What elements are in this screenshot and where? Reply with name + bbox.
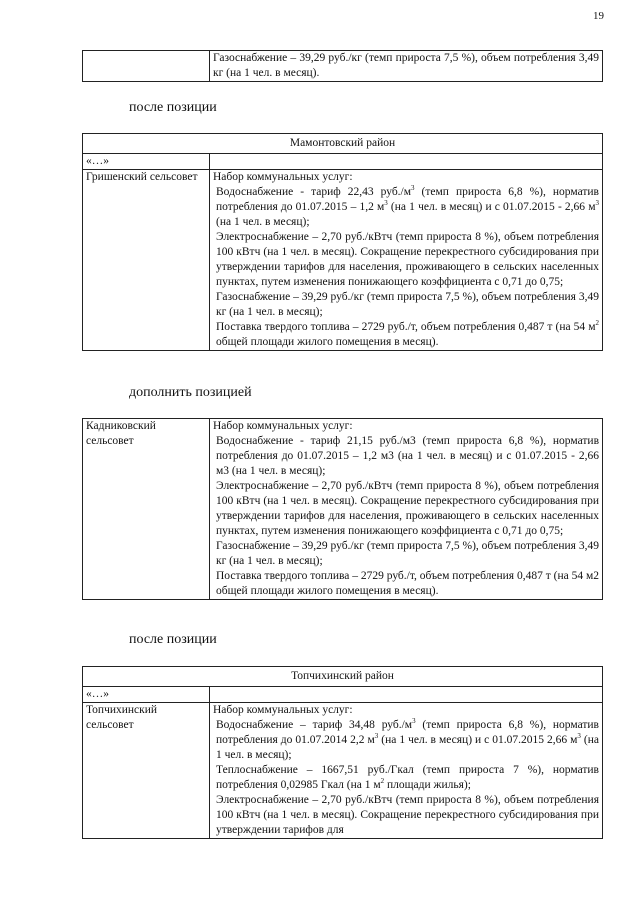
empty-cell <box>210 687 603 703</box>
gas-supply-text: Газоснабжение – 39,29 руб./кг (темп прироста 7,5 %), объем потребления 3,49 кг (на 1 чел. в месяц); <box>216 291 599 318</box>
services-intro: Набор коммунальных услуг: <box>213 704 353 716</box>
services-cell <box>210 703 603 839</box>
heat-supply-text: Теплоснабжение – 1667,51 руб./Гкал (темп прироста 7 %), норматив потребления 0,02985 Гкал (на 1 $м^2$ площади жилья); <box>216 764 599 791</box>
topchikhinsky-table <box>82 666 603 839</box>
region-title: Топчихинский район <box>83 667 603 687</box>
water-supply-text: Водоснабжение – тариф 34,48 $руб./м^3$ (темп прироста 6,8 %), норматив потребления до 01.07.2014 2,2 $м^3$ (на 1 чел. в месяц) и с 01.07.2015 2,66 $м^3$ (на 1 чел. в месяц); <box>216 717 599 761</box>
services-cell <box>210 170 603 351</box>
settlement-name: Кадниковский сельсовет <box>83 419 210 600</box>
mamontovsky-table <box>82 133 603 351</box>
settlement-name: Гришенский сельсовет <box>83 170 210 351</box>
services-intro: Набор коммунальных услуг: <box>213 420 353 432</box>
power-supply-text: Электроснабжение – 2,70 руб./кВтч (темп прироста 8 %), объем потребления 100 кВтч (на 1 чел. в месяц). Сокращение перекрестного субсидирования при утверждении тарифов для населения, проживающего в сельских населенных пунктах, путем изменения понижающего коэффициента с 0,71 до 0,75; <box>216 480 599 537</box>
services-cell <box>210 419 603 600</box>
ellipsis-cell: «…» <box>83 687 210 703</box>
section-heading-3: после позиции <box>129 632 217 647</box>
power-supply-text: Электроснабжение – 2,70 руб./кВтч (темп прироста 8 %), объем потребления 100 кВтч (на 1 чел. в месяц). Сокращение перекрестного субсидирования при утверждении тарифов для населения, проживающего в сельских населенных пунктах, путем изменения понижающего коэффициента с 0,71 до 0,75; <box>216 231 599 288</box>
settlement-name: Топчихинский сельсовет <box>83 703 210 839</box>
region-title: Мамонтовский район <box>83 134 603 154</box>
ellipsis-cell: «…» <box>83 154 210 170</box>
water-supply-text: Водоснабжение - тариф 21,15 руб./м3 (темп прироста 6,8 %), норматив потребления до 01.07.2015 – 1,2 м3 (на 1 чел. в месяц) и с 01.07.2015 - 2,66 м3 (на 1 чел. в месяц); <box>216 435 599 477</box>
solid-fuel-text: Поставка твердого топлива – 2729 руб./т, объем потребления 0,487 т (на 54 $м^2$ общей площади жилого помещения в месяц). <box>216 319 599 348</box>
power-supply-text: Электроснабжение – 2,70 руб./кВтч (темп прироста 8 %), объем потребления 100 кВтч (на 1 чел. в месяц). Сокращение перекрестного субсидирования при утверждении тарифов для <box>216 794 599 836</box>
solid-fuel-text: Поставка твердого топлива – 2729 руб./т, объем потребления 0,487 т (на 54 м2 общей площади жилого помещения в месяц). <box>216 570 599 597</box>
gas-supply-text: Газоснабжение – 39,29 руб./кг (темп прироста 7,5 %), объем потребления 3,49 кг (на 1 чел. в месяц); <box>216 540 599 567</box>
section-heading-1: после позиции <box>129 100 217 115</box>
water-supply-text: Водоснабжение - тариф 22,43 $руб./м^3$ (темп прироста 6,8 %), норматив потребления до 01.07.2015 – 1,2 $м^3$ (на 1 чел. в месяц) и с 01.07.2015 - 2,66 $м^3$ (на 1 чел. в месяц); <box>216 184 599 228</box>
page-number: 19 <box>593 10 604 22</box>
section-heading-2: дополнить позицией <box>129 385 252 400</box>
kadnikovsky-table <box>82 418 603 600</box>
empty-cell <box>83 51 210 82</box>
gas-supply-text: Газоснабжение – 39,29 руб./кг (темп прироста 7,5 %), объем потребления 3,49 кг (на 1 чел. в месяц). <box>210 51 603 82</box>
services-intro: Набор коммунальных услуг: <box>213 171 353 183</box>
continuation-table <box>82 50 603 82</box>
empty-cell <box>210 154 603 170</box>
